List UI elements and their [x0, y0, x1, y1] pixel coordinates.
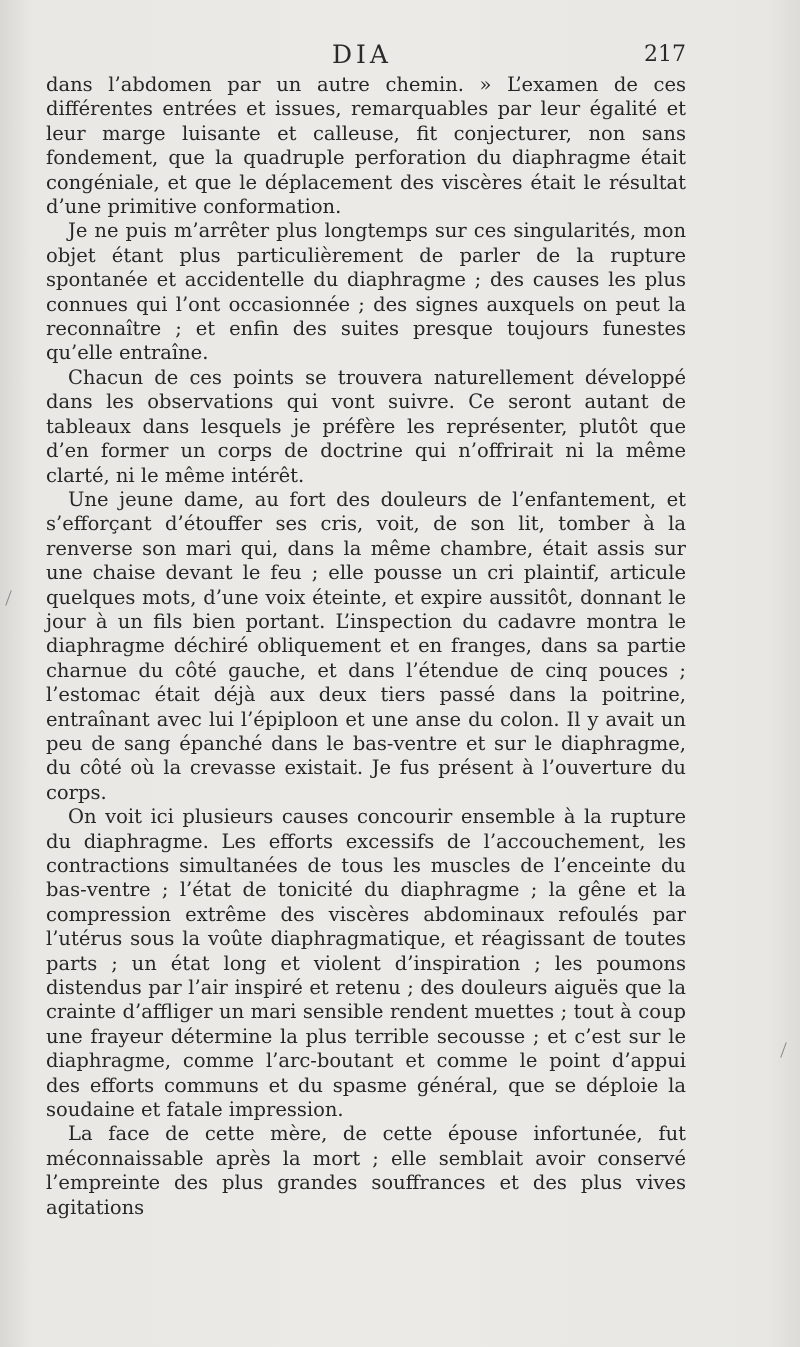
- paragraph-observations: Chacun de ces points se trouvera naturellement développé dans les observations qui vont suivre. Ce seront autant de tableaux dans lesquels je préfère les représenter, plutôt que d’en former un corps de doctrine qui n’offrirait ni la même clarté, ni le même intérêt.: [46, 365, 686, 487]
- margin-mark: [780, 1042, 786, 1057]
- paragraph-causes: On voit ici plusieurs causes concourir ensemble à la rupture du diaphragme. Les efforts excessifs de l’accouchement, les contractions simultanées de tous les muscles de l’enceinte du bas-ventre ; l’état de tonicité du diaphragme ; la gêne et la compression extrême des viscères abdominaux refoulés par l’utérus sous la voûte diaphragmatique, et réagissant de toutes parts ; un état long et violent d’inspiration ; les poumons distendus par l’air inspiré et retenu ; des douleurs aiguës que la crainte d’affliger un mari sensible rendent muettes ; tout à coup une frayeur détermine la plus terrible secousse ; et c’est sur le diaphragme, comme l’arc-boutant et comme le point d’appui des efforts communs et du spasme général, que se déploie la soudaine et fatale impression.: [46, 805, 686, 1122]
- page-header-title: DIA: [332, 40, 392, 69]
- paragraph-continuation: dans l’abdomen par un autre chemin. » L’examen de ces différentes entrées et issues, remarquables par leur égalité et leur marge luisante et calleuse, fit conjecturer, non sans fondement, que la quadruple perforation du diaphragme était congéniale, et que le déplacement des viscères était le résultat d’une primitive conformation.: [46, 73, 686, 219]
- page-number: 217: [644, 42, 686, 67]
- running-head: [46, 40, 686, 74]
- margin-mark: [5, 590, 11, 605]
- body-text: [46, 73, 686, 1220]
- paragraph-case-report: Une jeune dame, au fort des douleurs de l’enfantement, et s’efforçant d’étouffer ses cris, voit, de son lit, tomber à la renverse son mari qui, dans la même chambre, était assis sur une chaise devant le feu ; elle pousse un cri plaintif, articule quelques mots, d’une voix éteinte, et expire aussitôt, donnant le jour à un fils bien portant. L’inspection du cadavre montra le diaphragme déchiré obliquement et en franges, dans sa partie charnue du côté gauche, et dans l’étendue de cinq pouces ; l’estomac était déjà aux deux tiers passé dans la poitrine, entraînant avec lui l’épiploon et une anse du colon. Il y avait un peu de sang épanché dans le bas-ventre et sur le diaphragme, du côté où la crevasse existait. Je fus présent à l’ouverture du corps.: [46, 487, 686, 804]
- paragraph-final-fragment: La face de cette mère, de cette épouse infortunée, fut méconnaissable après la mort ; elle semblait avoir conservé l’empreinte des plus grandes souffrances et des plus vives agitations: [46, 1122, 686, 1219]
- paragraph-singularites: Je ne puis m’arrêter plus longtemps sur ces singularités, mon objet étant plus particulièrement de parler de la rupture spontanée et accidentelle du diaphragme ; des causes les plus connues qui l’ont occasionnée ; des signes auxquels on peut la reconnaître ; et enfin des suites presque toujours funestes qu’elle entraîne.: [46, 219, 686, 365]
